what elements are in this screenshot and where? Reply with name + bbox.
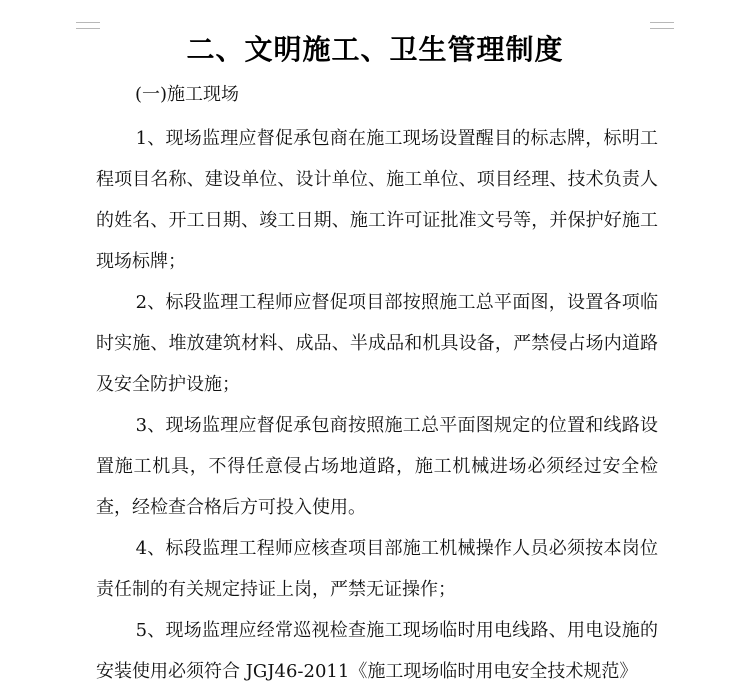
paragraph-4: 4、标段监理工程师应核查项目部施工机械操作人员必须按本岗位责任制的有关规定持证上岗，严禁无证操作； — [96, 538, 658, 600]
paragraph-5: 5、现场监理应经常巡视检查施工现场临时用电线路、用电设施的安装使用必须符合 JGJ46-2011《施工现场临时用电安全技术规范》 — [96, 620, 658, 682]
paragraph-3: 3、现场监理应督促承包商按照施工总平面图规定的位置和线路设置施工机具，不得任意侵占场地道路，施工机械进场必须经过安全检查，经检查合格后方可投入使用。 — [96, 415, 658, 518]
document-title: 二、文明施工、卫生管理制度 — [186, 33, 564, 66]
document-body — [96, 118, 658, 692]
paragraph-1: 1、现场监理应督促承包商在施工现场设置醒目的标志牌，标明工程项目名称、建设单位、设计单位、施工单位、项目经理、技术负责人的姓名、开工日期、竣工日期、施工许可证批准文号等，并保护好施工现场标牌； — [96, 128, 658, 272]
paragraph-2: 2、标段监理工程师应督促项目部按照施工总平面图，设置各项临时实施、堆放建筑材料、成品、半成品和机具设备，严禁侵占场内道路及安全防护设施； — [96, 292, 658, 395]
section-heading: (一)施工现场 — [135, 84, 240, 105]
